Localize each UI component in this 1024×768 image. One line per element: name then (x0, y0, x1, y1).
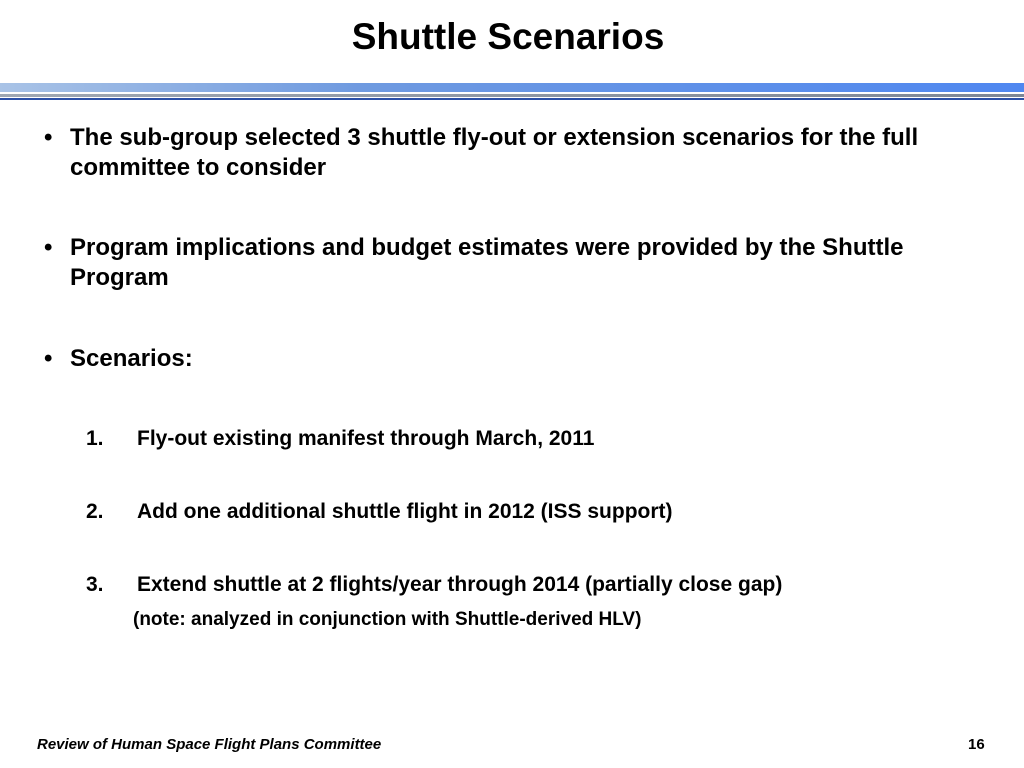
footer-committee-name: Review of Human Space Flight Plans Committee (37, 736, 382, 753)
scenario-number: 2. (86, 500, 104, 523)
bullet-text: Scenarios: (70, 345, 193, 372)
bullet-marker: • (44, 124, 53, 151)
scenario-text: Fly-out existing manifest through March, 2011 (137, 427, 595, 450)
bullet-item-subgroup-selection (44, 123, 994, 183)
scenario-item-3 (86, 572, 986, 598)
bullet-text: The sub-group selected 3 shuttle fly-out or extension scenarios for the full committee to consider (70, 124, 919, 181)
scenario-item-2 (86, 499, 986, 525)
footer-page-number: 16 (968, 736, 985, 753)
title-underline-gray (0, 94, 1024, 97)
bullet-marker: • (44, 345, 53, 372)
scenario-text: Add one additional shuttle flight in 2012 (ISS support) (137, 500, 673, 523)
scenario-item-1 (86, 426, 986, 452)
scenario-note: (note: analyzed in conjunction with Shuttle-derived HLV) (133, 609, 642, 630)
scenario-text: Extend shuttle at 2 flights/year through 2014 (partially close gap) (137, 573, 783, 596)
bullet-marker: • (44, 234, 53, 261)
bullet-item-program-implications (44, 233, 994, 293)
slide-title: Shuttle Scenarios (351, 16, 665, 57)
bullet-item-scenarios (44, 344, 994, 374)
scenario-number: 1. (86, 427, 104, 450)
title-underline-light (0, 83, 1024, 92)
title-underline-dark (0, 98, 1024, 100)
scenario-number: 3. (86, 573, 104, 596)
bullet-text: Program implications and budget estimates were provided by the Shuttle Program (70, 234, 904, 291)
